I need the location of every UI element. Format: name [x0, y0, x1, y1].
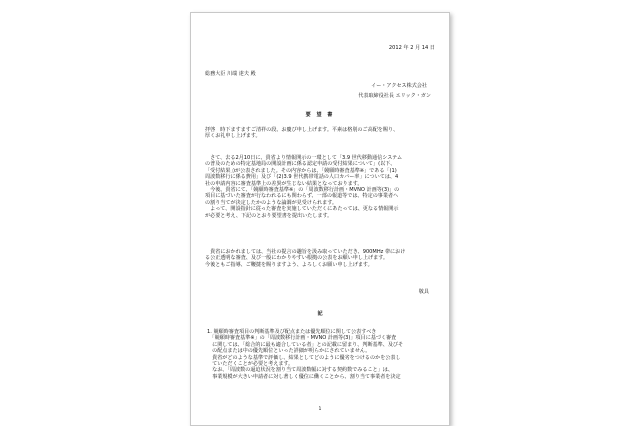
addressee: 総務大臣 川端 達夫 殿 — [205, 71, 256, 77]
text-line: 貴省におかれましては、当社の提言の趣旨を汲み取っていただき、900MHz 帯におけ — [205, 249, 406, 255]
text-line: 今後、貴省にて、「競願時審査基準※」の「周波数移行計画・MVNO 計画等(3)」の — [205, 187, 400, 194]
text-line: 厚くお礼申し上げます。 — [205, 133, 261, 140]
list-item: 貴省がどのような基準で評価し、結果としてどのように優劣をつけるのかを公表し — [207, 354, 401, 361]
text-line: 「受付結果」)が公表されました。その内容からは、「競願時審査基準※」である「(1) — [205, 167, 397, 174]
list-item: なお、「周波数の逼迫状況を割り当て周波数幅に対する契約数でみること」は、 — [207, 367, 393, 374]
text-line: 今後ともご指導、ご鞭撻を賜りますよう、よろしくお願い申し上げます。 — [205, 261, 373, 268]
company-name: イー・アクセス株式会社 — [371, 83, 427, 89]
representative-name: 代表取締役社長 エリック・ガン — [358, 93, 431, 99]
document-date: 2012 年 2 月 14 日 — [388, 45, 435, 51]
text-line: の普及のための特定基地局の開設計画に係る認定申請の受付結果について」(以下、 — [205, 161, 396, 168]
body-paragraph-1 — [205, 155, 437, 219]
text-line: が必要と考え、下記のとおり要望書を提出いたします。 — [205, 212, 333, 219]
text-line: る公正透明な審査、及び一般にわかりやすい根拠の公表をお願い申し上げます。 — [205, 255, 388, 262]
text-line: の割り当てが決定したかのような論調が見受けられます。 — [205, 199, 338, 206]
text-line: 社の申請内容に審査基準上の差異が生じない結果となっております。 — [205, 180, 363, 187]
body-paragraph-2 — [205, 249, 437, 268]
page-number: 1 — [318, 406, 322, 412]
text-line: さて、去る2月10日に、貴省より情報開示の一環として「3.9 世代移動通信システム — [205, 155, 403, 161]
list-item: 「競願時審査基準※」の「周波数移行計画・MVNO 計画等(3)」項目に基づく審査 — [207, 335, 397, 342]
closing-word: 敬具 — [418, 289, 429, 295]
text-line: 拝啓 時下ますますご清祥の段、お慶び申し上げます。平素は格別のご高配を賜り、 — [205, 127, 399, 133]
document-title: 要 望 書 — [305, 112, 335, 118]
text-line: 項目に基づいた審査が行なわれるにも関わらず、一部の報道等では、特定の事業者へ — [205, 193, 399, 200]
request-list — [207, 329, 439, 380]
list-item: ていただくことが必要と考えます。 — [207, 361, 294, 368]
list-item: の配点または中の優先順位といった詳細が明らかにされていません。 — [207, 348, 371, 355]
list-item: 1. 競願時審査項目の判断基準及び配点または優先順位に関して公表すべき — [207, 329, 377, 335]
text-line: 周波数移行に係る費用」及び「(2)3.9 世代携帯電話の人口カバー率」については、4 — [205, 174, 399, 181]
list-item: に関しては、「総合的に最も適合している者」との記載に留まり、判断基準、及びそ — [207, 341, 404, 348]
list-item: 事業規模が大きい申請者に対し著しく優位に働くことから、割り当て事業者を決定 — [207, 373, 401, 380]
ki-heading: 記 — [317, 311, 323, 317]
text-line: よって、開設指針に従った審査を実施していただくにあたっては、更なる情報開示 — [205, 206, 399, 213]
document-page — [190, 12, 450, 426]
greeting-paragraph — [205, 127, 437, 140]
